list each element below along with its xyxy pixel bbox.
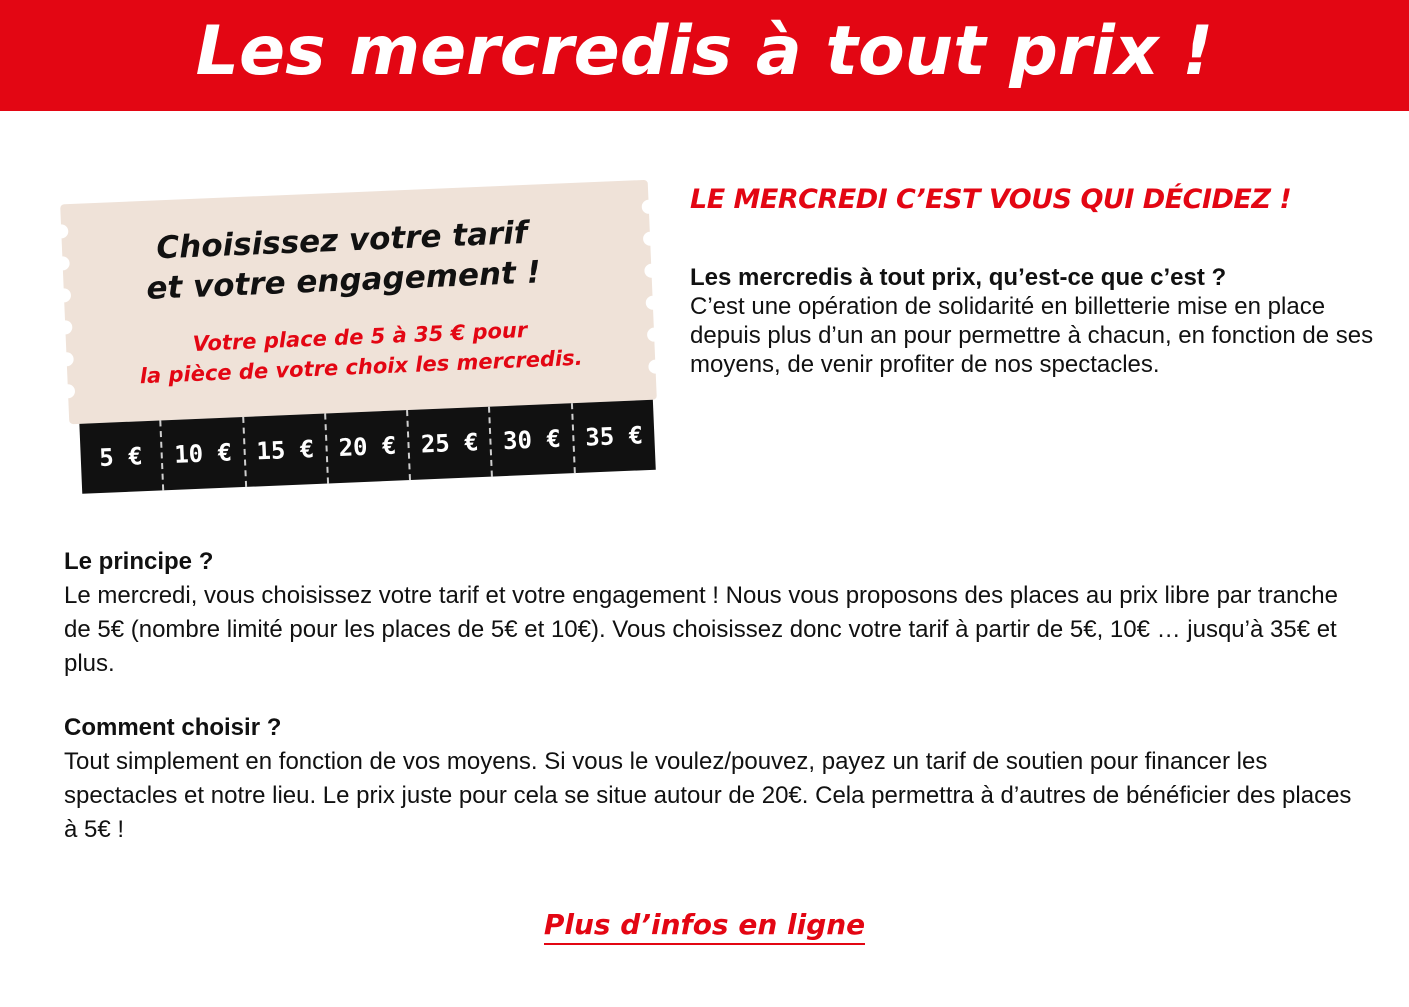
more-info-link[interactable]: Plus d’infos en ligne xyxy=(544,908,865,945)
page-title: Les mercredis à tout prix ! xyxy=(195,12,1214,91)
intro-heading: LE MERCREDI C’EST VOUS QUI DÉCIDEZ ! xyxy=(690,184,1292,215)
ticket-notch xyxy=(55,256,70,271)
price-stub: 15 € xyxy=(244,413,329,486)
ticket-notch xyxy=(641,200,656,215)
principle-text: Le mercredi, vous choisissez votre tarif et votre engagement ! Nous vous proposons des places au prix libre par tranche de 5€ (nombre limité pour les places de 5€ et 10€). Vous choisissez donc votre tarif à partir de 5€, 10€ … jusqu’à 35€ et plus. xyxy=(64,582,1338,677)
ticket-subtitle-line: la pièce de votre choix les mercredis. xyxy=(139,345,584,389)
price-stub: 10 € xyxy=(162,417,247,490)
principle-section xyxy=(64,545,1364,681)
header-banner xyxy=(0,0,1409,111)
ticket-notch xyxy=(57,288,72,303)
price-stub: 35 € xyxy=(584,421,644,452)
ticket-notch xyxy=(643,231,658,246)
ticket-notch xyxy=(54,224,69,239)
ticket-illustration xyxy=(60,180,660,496)
price-stub: 25 € xyxy=(408,407,493,480)
price-stub: 30 € xyxy=(490,403,575,476)
price-stub: 20 € xyxy=(326,410,411,483)
ticket-headline xyxy=(101,211,584,311)
intro-question: Les mercredis à tout prix, qu’est-ce que c’est ? xyxy=(690,264,1227,291)
ticket-notch xyxy=(59,352,74,367)
ticket-headline-line: Choisissez votre tarif xyxy=(155,214,529,267)
ticket-subtitle xyxy=(86,311,636,394)
intro-text: C’est une opération de solidarité en billetterie mise en place depuis plus d’un an pour permettre à chacun, en fonction de ses moyens, de venir profiter de nos spectacles. xyxy=(690,293,1374,378)
intro-block xyxy=(690,263,1380,379)
ticket-notch xyxy=(645,295,660,310)
ticket-subtitle-line: Votre place de 5 à 35 € pour xyxy=(192,318,528,356)
ticket-notch xyxy=(648,359,663,374)
principle-question: Le principe ? xyxy=(64,548,214,575)
ticket-notch xyxy=(58,320,73,335)
ticket-body xyxy=(60,180,657,424)
ticket-notch xyxy=(644,263,659,278)
choose-section xyxy=(64,711,1364,847)
ticket-headline-line: et votre engagement ! xyxy=(145,254,542,307)
ticket-notch xyxy=(61,384,76,399)
choose-text: Tout simplement en fonction de vos moyens. Si vous le voulez/pouvez, payez un tarif de soutien pour financer les spectacles et notre lieu. Le prix juste pour cela se situe autour de 20€. Cela permettra à d’autres de bénéficier des places à 5€ ! xyxy=(64,748,1352,843)
choose-question: Comment choisir ? xyxy=(64,714,282,741)
more-info-container xyxy=(0,908,1409,941)
price-stub: 5 € xyxy=(79,420,164,493)
ticket-notch xyxy=(647,327,662,342)
